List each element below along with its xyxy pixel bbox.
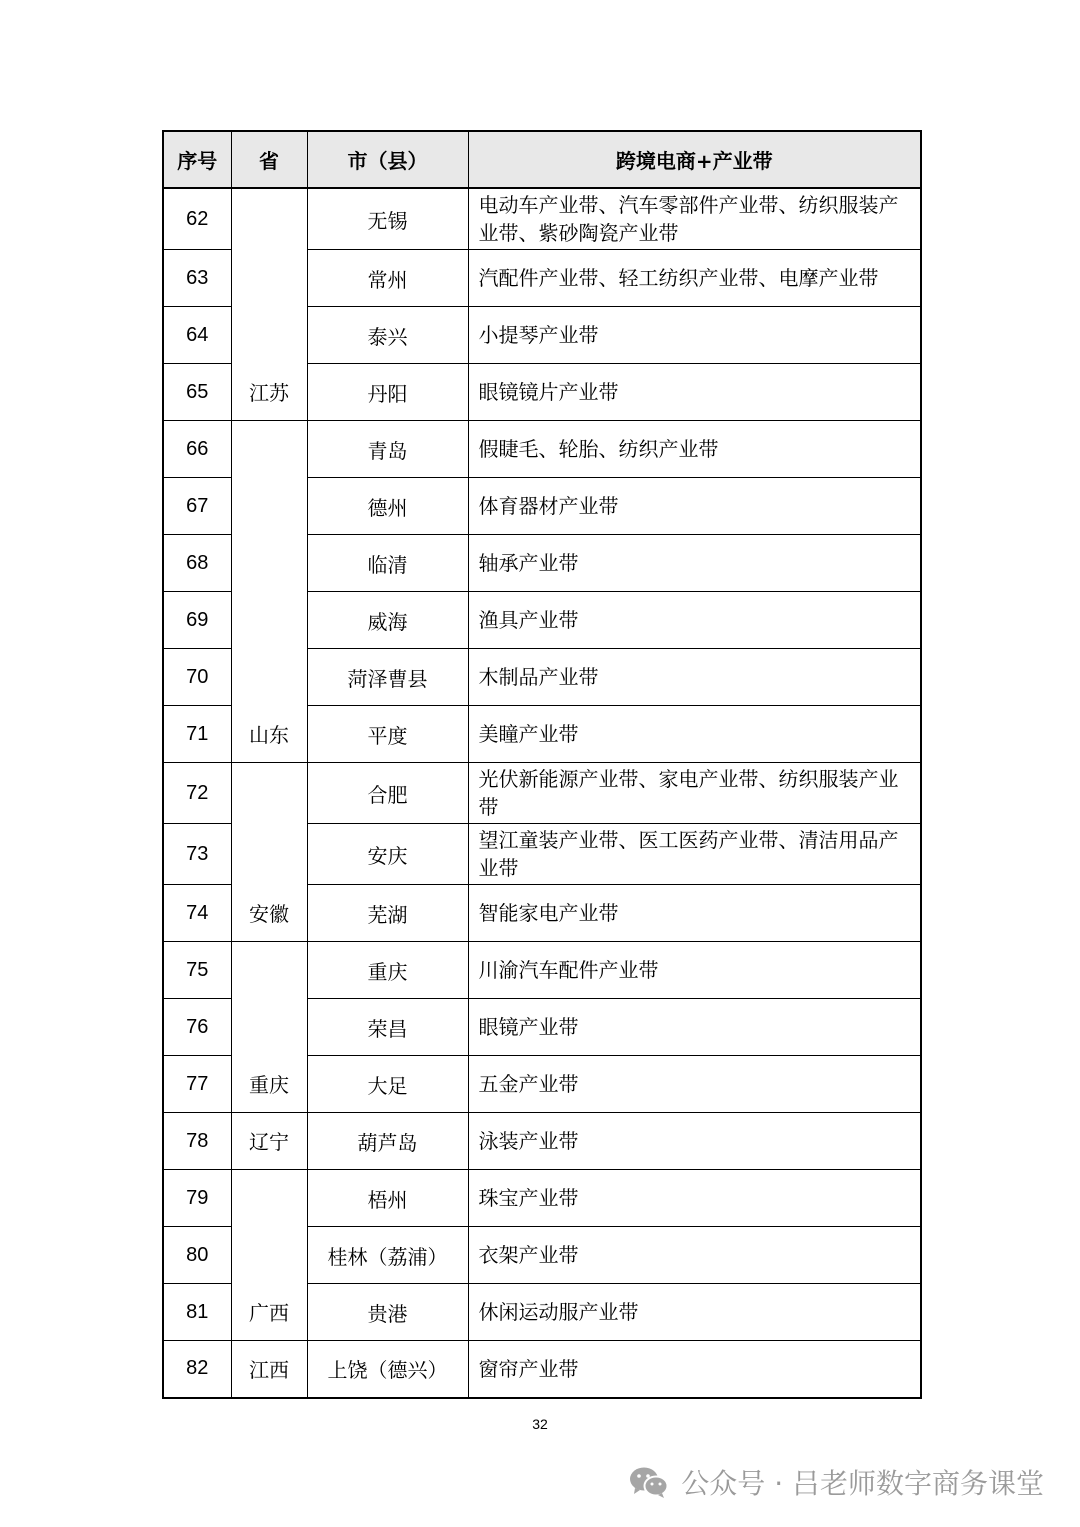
industry-belt-cell: 电动车产业带、汽车零部件产业带、纺织服装产业带、紫砂陶瓷产业带 [468, 188, 921, 250]
city-cell: 常州 [307, 250, 468, 307]
industry-belt-cell: 望江童装产业带、医工医药产业带、清洁用品产业带 [468, 824, 921, 885]
header-province: 省 [231, 131, 307, 188]
industry-belt-cell: 珠宝产业带 [468, 1170, 921, 1227]
table-header-row [163, 131, 921, 188]
city-cell: 贵港 [307, 1284, 468, 1341]
industry-belt-cell: 美瞳产业带 [468, 706, 921, 763]
industry-belt-cell: 休闲运动服产业带 [468, 1284, 921, 1341]
industry-belt-cell: 眼镜产业带 [468, 999, 921, 1056]
province-cell: 重庆 [231, 942, 307, 1113]
serial-cell: 70 [163, 649, 231, 706]
industry-belt-cell: 川渝汽车配件产业带 [468, 942, 921, 999]
city-cell: 葫芦岛 [307, 1113, 468, 1170]
serial-cell: 65 [163, 364, 231, 421]
city-cell: 芜湖 [307, 885, 468, 942]
serial-cell: 71 [163, 706, 231, 763]
industry-belt-cell: 渔具产业带 [468, 592, 921, 649]
city-cell: 安庆 [307, 824, 468, 885]
serial-cell: 82 [163, 1341, 231, 1398]
city-cell: 梧州 [307, 1170, 468, 1227]
page-number: 32 [532, 1416, 548, 1432]
table-row [163, 1113, 921, 1170]
serial-cell: 79 [163, 1170, 231, 1227]
header-serial: 序号 [163, 131, 231, 188]
city-cell: 德州 [307, 478, 468, 535]
city-cell: 上饶（德兴） [307, 1341, 468, 1398]
industry-belt-cell: 智能家电产业带 [468, 885, 921, 942]
province-cell: 山东 [231, 421, 307, 763]
city-cell: 临清 [307, 535, 468, 592]
table-row [163, 188, 921, 250]
industry-belt-cell: 衣架产业带 [468, 1227, 921, 1284]
industry-belt-cell: 光伏新能源产业带、家电产业带、纺织服装产业带 [468, 763, 921, 824]
table-body [163, 188, 921, 1398]
serial-cell: 66 [163, 421, 231, 478]
province-cell: 辽宁 [231, 1113, 307, 1170]
serial-cell: 81 [163, 1284, 231, 1341]
industry-belt-cell: 眼镜镜片产业带 [468, 364, 921, 421]
city-cell: 大足 [307, 1056, 468, 1113]
city-cell: 威海 [307, 592, 468, 649]
industry-belt-cell: 假睫毛、轮胎、纺织产业带 [468, 421, 921, 478]
serial-cell: 73 [163, 824, 231, 885]
serial-cell: 62 [163, 188, 231, 250]
city-cell: 菏泽曹县 [307, 649, 468, 706]
table-row [163, 1341, 921, 1398]
header-industry-belt: 跨境电商+产业带 [468, 131, 921, 188]
watermark [629, 1462, 1044, 1502]
watermark-text: 公众号 · 吕老师数字商务课堂 [681, 1467, 1044, 1500]
industry-belt-cell: 轴承产业带 [468, 535, 921, 592]
city-cell: 桂林（荔浦） [307, 1227, 468, 1284]
serial-cell: 63 [163, 250, 231, 307]
table-row [163, 1170, 921, 1227]
serial-cell: 67 [163, 478, 231, 535]
serial-cell: 75 [163, 942, 231, 999]
table-row [163, 763, 921, 824]
serial-cell: 80 [163, 1227, 231, 1284]
province-cell: 安徽 [231, 763, 307, 942]
serial-cell: 64 [163, 307, 231, 364]
city-cell: 青岛 [307, 421, 468, 478]
industry-belt-cell: 小提琴产业带 [468, 307, 921, 364]
wechat-icon [629, 1465, 669, 1499]
industry-belt-cell: 五金产业带 [468, 1056, 921, 1113]
province-cell: 广西 [231, 1170, 307, 1341]
header-city: 市（县） [307, 131, 468, 188]
city-cell: 泰兴 [307, 307, 468, 364]
industry-belt-cell: 体育器材产业带 [468, 478, 921, 535]
table-row [163, 942, 921, 999]
industry-belt-table [162, 130, 922, 1399]
province-cell: 江苏 [231, 188, 307, 421]
city-cell: 丹阳 [307, 364, 468, 421]
city-cell: 荣昌 [307, 999, 468, 1056]
city-cell: 合肥 [307, 763, 468, 824]
serial-cell: 74 [163, 885, 231, 942]
serial-cell: 77 [163, 1056, 231, 1113]
serial-cell: 76 [163, 999, 231, 1056]
serial-cell: 69 [163, 592, 231, 649]
city-cell: 无锡 [307, 188, 468, 250]
industry-belt-cell: 窗帘产业带 [468, 1341, 921, 1398]
industry-belt-cell: 汽配件产业带、轻工纺织产业带、电摩产业带 [468, 250, 921, 307]
serial-cell: 68 [163, 535, 231, 592]
serial-cell: 72 [163, 763, 231, 824]
table-row [163, 421, 921, 478]
city-cell: 平度 [307, 706, 468, 763]
serial-cell: 78 [163, 1113, 231, 1170]
industry-belt-cell: 泳装产业带 [468, 1113, 921, 1170]
industry-belt-cell: 木制品产业带 [468, 649, 921, 706]
province-cell: 江西 [231, 1341, 307, 1398]
city-cell: 重庆 [307, 942, 468, 999]
